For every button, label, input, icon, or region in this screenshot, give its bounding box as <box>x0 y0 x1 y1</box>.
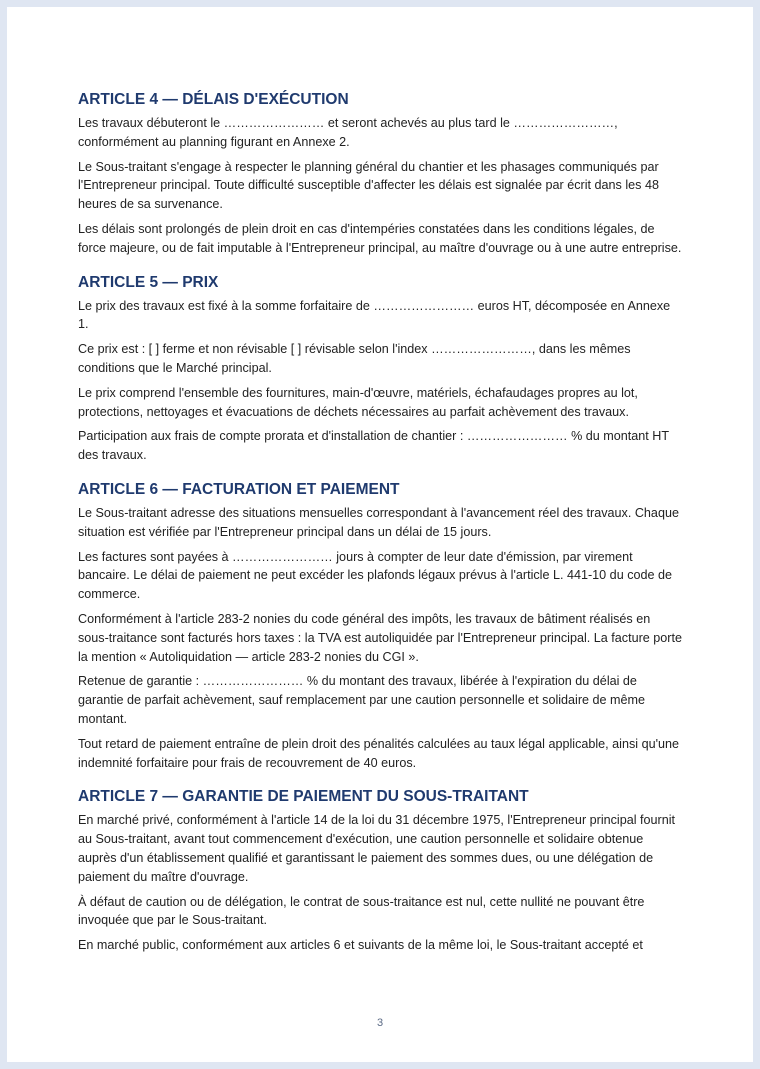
article-section <box>78 786 682 955</box>
article-paragraph: Le Sous-traitant adresse des situations mensuelles correspondant à l'avancement réel des travaux. Chaque situation est vérifiée par l'Entrepreneur principal dans un délai de 15 jours. <box>78 505 679 539</box>
article-paragraph: Retenue de garantie : …………………… % du montant des travaux, libérée à l'expiration du délai de garantie de parfait achèvement, sauf remplacement par une caution personnelle et solidaire de même montant. <box>78 674 646 726</box>
article-heading: ARTICLE 4 — DÉLAIS D'EXÉCUTION <box>78 91 349 108</box>
article-paragraph: En marché privé, conformément à l'article 14 de la loi du 31 décembre 1975, l'Entrepreneur principal fournit au Sous-traitant, avant tout commencement d'exécution, une caution personnelle et solidaire obtenue auprès d'un établissement qualifié et garantissant le paiement des sommes dues, ou une délégation de paiement du maître d'ouvrage. <box>78 813 676 884</box>
article-paragraph: Le prix des travaux est fixé à la somme forfaitaire de …………………… euros HT, décomposée en Annexe 1. <box>78 298 671 332</box>
article-paragraph: Conformément à l'article 283-2 nonies du code général des impôts, les travaux de bâtiment réalisés en sous-traitance sont facturés hors taxes : la TVA est autoliquidée par l'Entrepreneur principal. La facture porte la mention « Autoliquidation — article 283-2 nonies du CGI ». <box>78 611 682 664</box>
page-number: 3 <box>376 1017 384 1029</box>
article-paragraph: Le Sous-traitant s'engage à respecter le planning général du chantier et les phasages communiqués par l'Entrepreneur principal. Toute difficulté susceptible d'affecter les délais est signalée par écrit dans les 48 heures de sa survenance. <box>78 159 659 212</box>
article-paragraph: Les travaux débuteront le …………………… et seront achevés au plus tard le ……………………, conformément au planning figurant en Annexe 2. <box>78 116 618 149</box>
articles-container <box>78 89 682 955</box>
article-heading: ARTICLE 6 — FACTURATION ET PAIEMENT <box>78 480 400 498</box>
article-paragraph: Les factures sont payées à …………………… jours à compter de leur date d'émission, par virement bancaire. Le délai de paiement ne peut excéder les plafonds légaux prévus à l'article L. 441-10 du code de commerce. <box>78 549 673 602</box>
article-paragraph: Tout retard de paiement entraîne de plein droit des pénalités calculées au taux légal applicable, ainsi qu'une indemnité forfaitaire pour frais de recouvrement de 40 euros. <box>78 736 680 770</box>
article-heading: ARTICLE 5 — PRIX <box>78 273 219 291</box>
article-paragraph: À défaut de caution ou de délégation, le contrat de sous-traitance est nul, cette nullité ne pouvant être invoquée que par le Sous-traitant. <box>78 894 645 928</box>
article-heading: ARTICLE 7 — GARANTIE DE PAIEMENT DU SOUS-TRAITANT <box>78 788 529 806</box>
document-page <box>7 7 753 1062</box>
article-section <box>78 272 682 465</box>
article-paragraph: Participation aux frais de compte prorata et d'installation de chantier : …………………… % du montant HT des travaux. <box>78 429 669 463</box>
article-paragraph: En marché public, conformément aux articles 6 et suivants de la même loi, le Sous-traitant accepté et <box>78 938 643 953</box>
article-paragraph: Les délais sont prolongés de plein droit en cas d'intempéries constatées dans les conditions légales, de force majeure, ou de fait imputable à l'Entrepreneur principal, au maître d'ouvrage ou à une autre entreprise. <box>78 221 682 255</box>
article-paragraph: Le prix comprend l'ensemble des fournitures, main-d'œuvre, matériels, échafaudages propres au lot, protections, nettoyages et évacuations de déchets nécessaires au parfait achèvement des travaux. <box>78 385 638 419</box>
article-paragraph: Ce prix est : [ ] ferme et non révisable [ ] révisable selon l'index ……………………, dans les mêmes conditions que le Marché principal. <box>78 342 631 375</box>
article-section <box>78 479 682 772</box>
article-section <box>78 89 682 258</box>
